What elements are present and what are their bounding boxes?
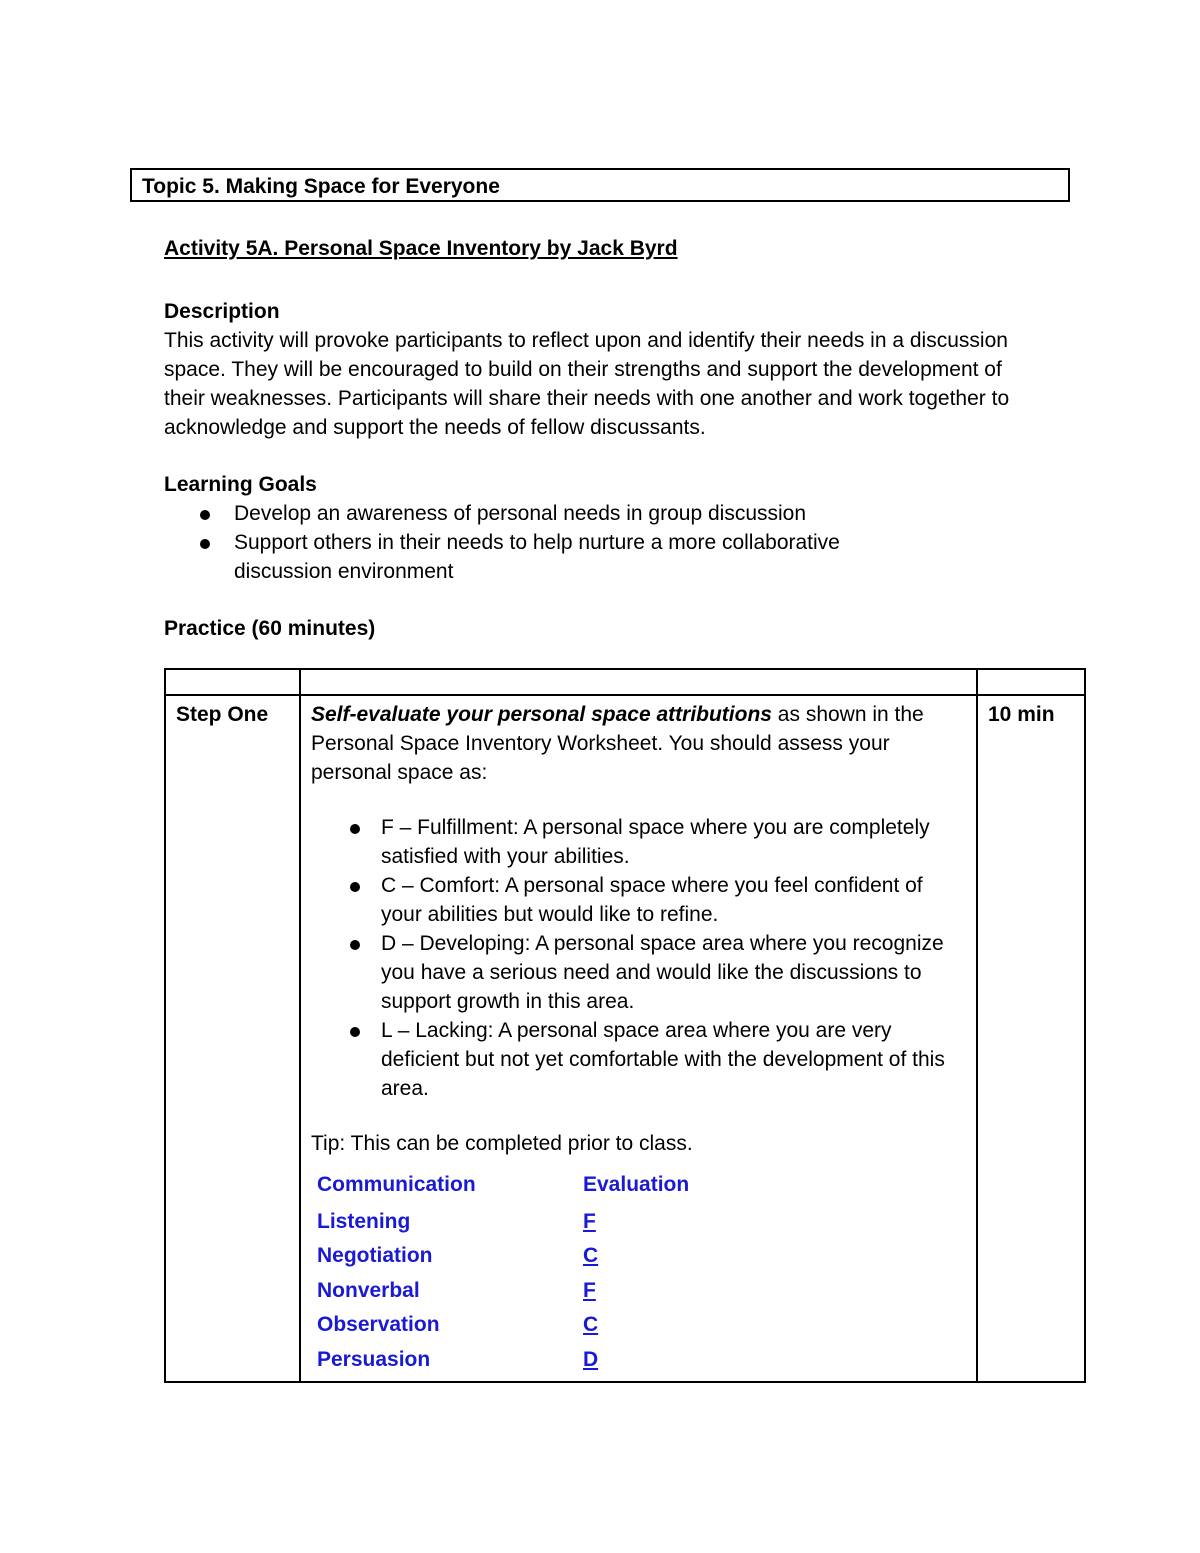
step-label: Step One [165,695,300,1382]
skill-name: Observation [317,1313,440,1337]
table-cell [977,669,1085,695]
list-item: Support others in their needs to help nurture a more collaborative discussion environment [234,528,1044,586]
description-text: This activity will provoke participants to reflect upon and identify their needs in a discussion space. They will be encouraged to build on their strengths and support the development of their weaknesses. Participants will share their needs with one another and work together to acknowledge and support the needs of fellow discussants. [164,329,1010,439]
skill-grade: C [583,1244,599,1268]
topic-title: Topic 5. Making Space for Everyone [130,168,1070,202]
skill-grade: F [583,1209,596,1233]
learning-goals-heading: Learning Goals [164,473,317,496]
description-heading: Description [164,300,280,323]
learning-goals-list [164,499,1044,586]
step-duration: 10 min [977,695,1085,1382]
evaluation-table-header [311,1164,966,1204]
table-row [311,1204,966,1239]
communication-column-header: Communication [317,1172,476,1196]
activity-title: Activity 5A. Personal Space Inventory by Jack Byrd [164,237,678,260]
step-intro [311,700,966,787]
evaluation-table [311,1164,966,1377]
skill-grade: F [583,1278,596,1302]
list-item: L – Lacking: A personal space area where you are very deficient but not yet comfortable with the development of this area. [381,1016,966,1103]
practice-heading: Practice (60 minutes) [164,617,376,640]
step-intro-text: as shown in the Personal Space Inventory Worksheet. You should assess your personal space as: [311,703,924,784]
skill-name: Negotiation [317,1244,433,1268]
skill-name: Nonverbal [317,1278,420,1302]
table-cell [165,669,300,695]
skill-grade: D [583,1347,599,1371]
evaluation-levels-list [311,813,966,1103]
table-row [311,1308,966,1343]
step-intro-emphasis: Self-evaluate your personal space attributions [311,703,772,726]
table-row [311,1273,966,1308]
evaluation-column-header: Evaluation [583,1172,690,1196]
skill-grade: C [583,1313,599,1337]
list-item: Develop an awareness of personal needs in group discussion [234,499,1044,528]
practice-table [164,668,1086,1383]
table-cell [300,669,977,695]
table-header-row [165,669,1085,695]
step-instructions [300,695,977,1382]
table-row [311,1239,966,1274]
table-row [165,695,1085,1382]
list-item: F – Fulfillment: A personal space where you are completely satisfied with your abilities. [381,813,966,871]
tip-text: Tip: This can be completed prior to class. [311,1132,693,1155]
list-item: C – Comfort: A personal space where you feel confident of your abilities but would like to refine. [381,871,966,929]
skill-name: Listening [317,1209,411,1233]
table-row [311,1342,966,1377]
skill-name: Persuasion [317,1347,431,1371]
document-body [164,234,1044,643]
list-item: D – Developing: A personal space area where you recognize you have a serious need and would like the discussions to support growth in this area. [381,929,966,1016]
